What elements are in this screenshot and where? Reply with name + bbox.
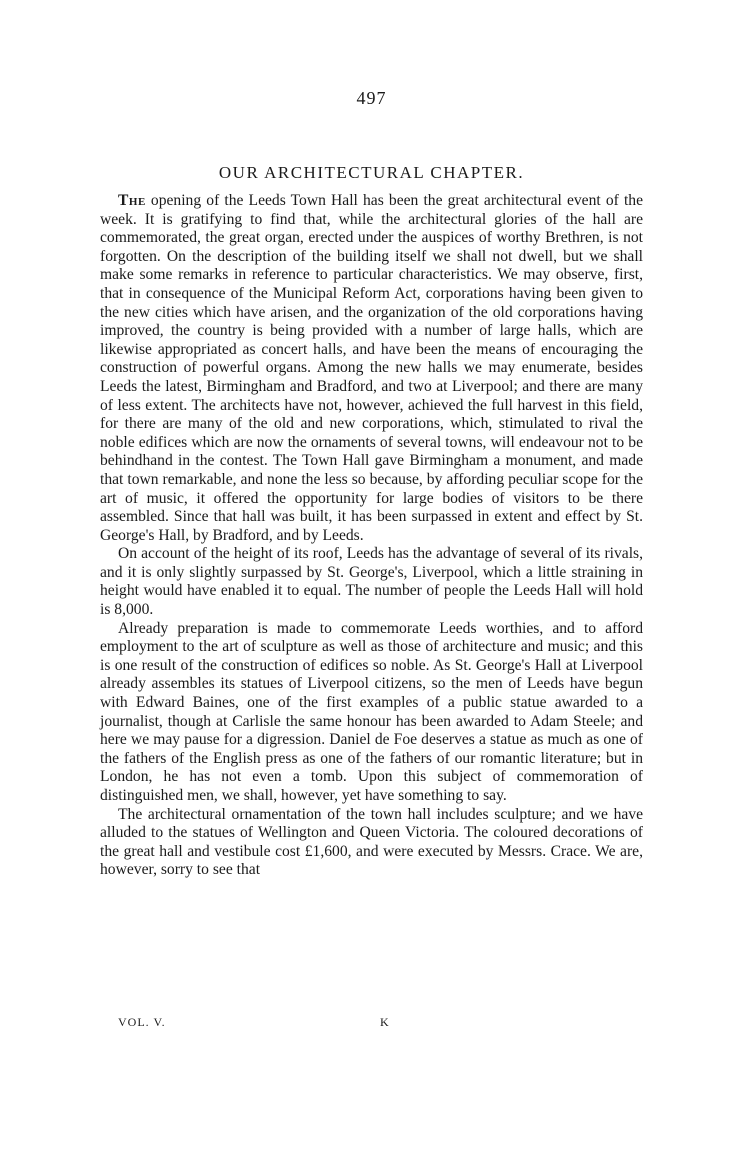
paragraph-4: The architectural ornamentation of the town hall includes sculpture; and we have alluded to the statues of Wellington and Queen Victoria. The coloured decorations of the great hall and vestibule cost £1,600, and were executed by Messrs. Crace. We are, however, sorry to see that xyxy=(100,805,643,879)
paragraph-1 xyxy=(100,192,643,545)
article-body xyxy=(100,192,643,880)
paragraph-3: Already preparation is made to commemorate Leeds worthies, and to afford employment to the art of sculpture as well as those of architecture and music; and this is one result of the construction of edifices so noble. As St. George's Hall at Liverpool already assembles its statues of Liverpool citizens, so the men of Leeds have begun with Edward Baines, one of the first examples of a public statue awarded to a journalist, though at Carlisle the same honour has been awarded to Adam Steele; and here we may pause for a digression. Daniel de Foe deserves a statue as much as one of the fathers of the English press as one of the fathers of our romantic literature; but in London, he has not even a tomb. Upon this subject of commemoration of distinguished men, we shall, however, yet have something to say. xyxy=(100,619,643,804)
paragraph-1-text: opening of the Leeds Town Hall has been the great architectural event of the week. It is gratifying to find that, while the architectural glories of the hall are commemorated, the great organ, erected under the auspices of worthy Brethren, is not forgotten. On the description of the building itself we shall not dwell, but we shall make some remarks in reference to particular characteristics. We may observe, first, that in consequence of the Municipal Reform Act, corporations having been given to the new cities which have arisen, and the organization of the old corporations having improved, the country is being provided with a number of large halls, which are likewise appropriated as concert halls, and have been the means of encouraging the construction of powerful organs. Among the new halls we may enumerate, besides Leeds the latest, Birmingham and Bradford, and two at Liverpool; and there are many of less extent. The architects have not, however, achieved the full harvest in this field, for there are many of the old and new corporations, which, stimulated to rival the noble edifices which are now the ornaments of several towns, will endeavour not to be behindhand in the contest. The Town Hall gave Birmingham a monument, and made that town remarkable, and none the less so because, by affording peculiar scope for the art of music, it offered the opportunity for large bodies of visitors to be there assembled. Since that hall was built, it has been surpassed in extent and effect by St. George's Hall, by Bradford, and by Leeds. xyxy=(100,192,643,544)
signature-mark: K xyxy=(380,1015,390,1029)
page-number: 497 xyxy=(356,88,387,108)
volume-label: VOL. V. xyxy=(118,1015,166,1029)
paragraph-2: On account of the height of its roof, Leeds has the advantage of several of its rivals, and it is only slightly surpassed by St. George's, Liverpool, which a little straining in height would have enabled it to equal. The number of people the Leeds Hall will hold is 8,000. xyxy=(100,545,643,619)
paragraph-1-lead-word: The xyxy=(118,192,146,209)
chapter-title: OUR ARCHITECTURAL CHAPTER. xyxy=(218,163,525,182)
